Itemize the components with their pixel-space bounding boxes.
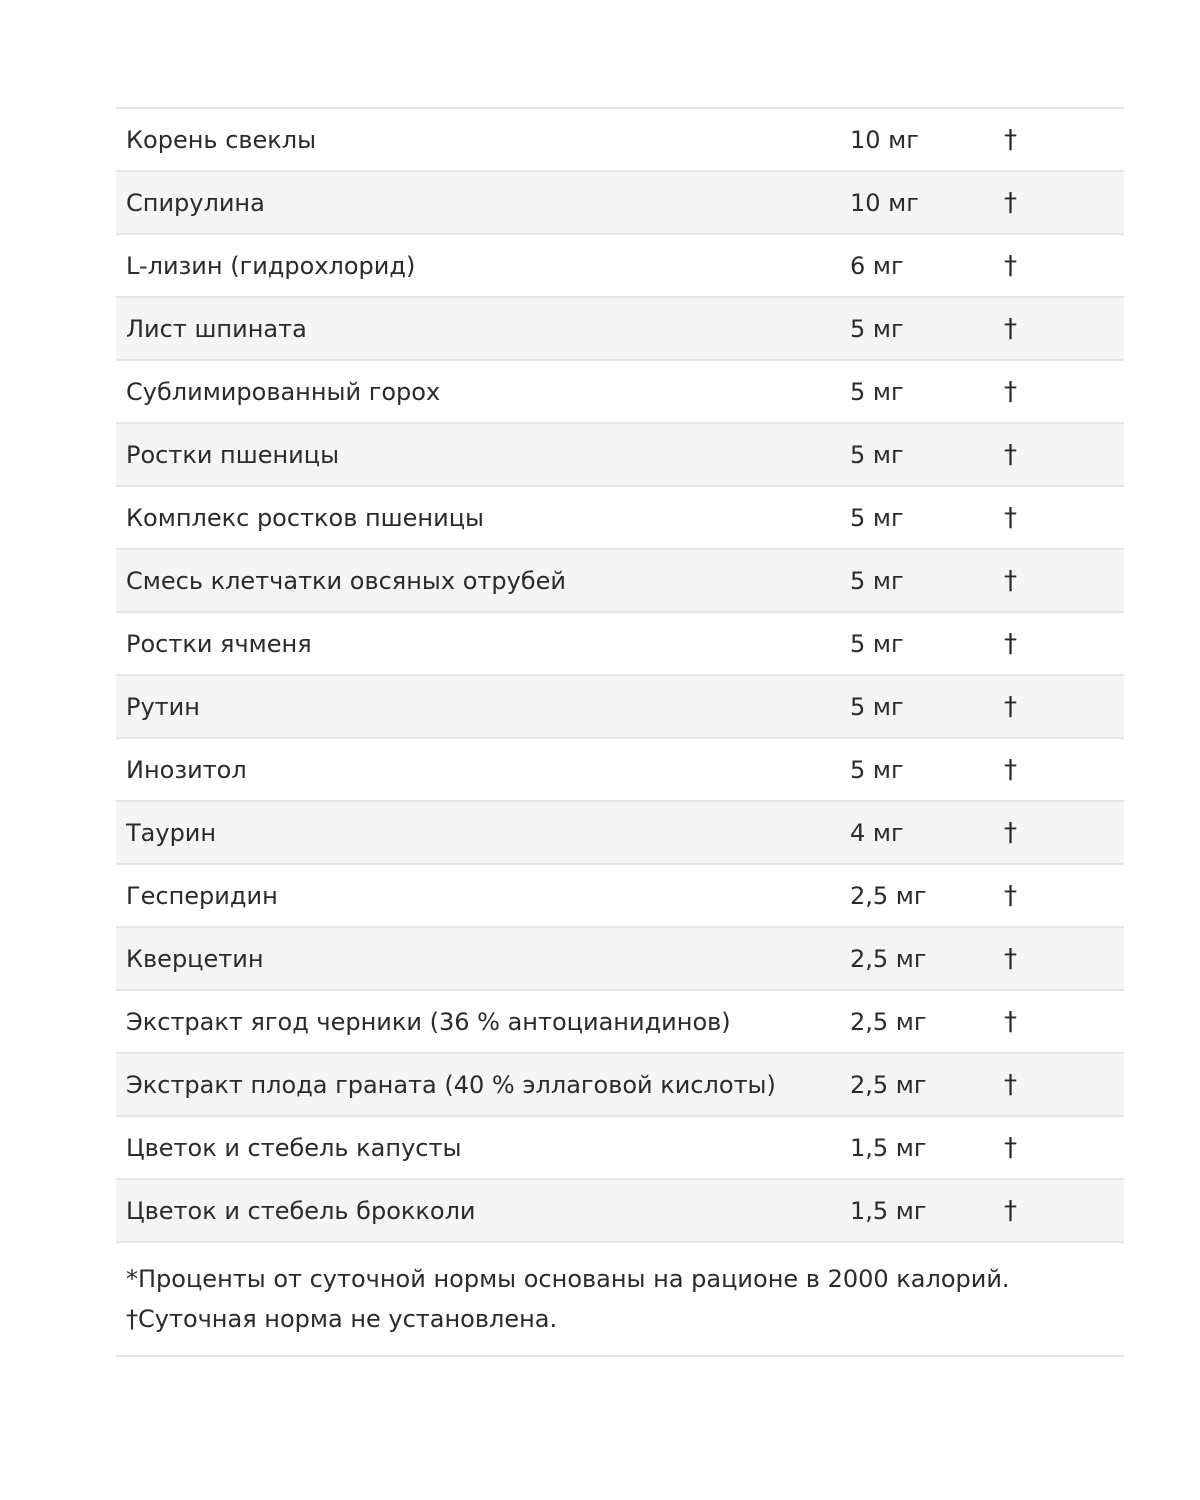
ingredient-amount: 5 мг xyxy=(850,693,904,721)
ingredient-name: Экстракт плода граната (40 % эллаговой кислоты) xyxy=(126,1071,776,1099)
daily-value-dagger: † xyxy=(1004,377,1017,407)
daily-value-dagger: † xyxy=(1004,1007,1017,1037)
ingredient-name: Таурин xyxy=(126,819,217,847)
ingredient-row xyxy=(116,739,1124,802)
daily-value-dagger: † xyxy=(1004,1070,1017,1100)
ingredient-row xyxy=(116,424,1124,487)
ingredient-row xyxy=(116,361,1124,424)
ingredient-name: Экстракт ягод черники (36 % антоцианидинов) xyxy=(126,1008,731,1036)
ingredient-row xyxy=(116,235,1124,298)
daily-value-dagger: † xyxy=(1004,566,1017,596)
ingredient-row xyxy=(116,550,1124,613)
daily-value-dagger: † xyxy=(1004,440,1017,470)
ingredient-name: Цветок и стебель брокколи xyxy=(126,1197,476,1225)
ingredient-amount: 2,5 мг xyxy=(850,1071,927,1099)
ingredient-row xyxy=(116,802,1124,865)
ingredient-amount: 5 мг xyxy=(850,630,904,658)
ingredient-amount: 6 мг xyxy=(850,252,904,280)
ingredient-amount: 10 мг xyxy=(850,189,919,217)
supplement-facts-table xyxy=(116,107,1124,1357)
ingredient-amount: 5 мг xyxy=(850,567,904,595)
ingredient-row xyxy=(116,991,1124,1054)
daily-value-dagger: † xyxy=(1004,1133,1017,1163)
ingredient-row xyxy=(116,298,1124,361)
ingredient-row xyxy=(116,487,1124,550)
ingredient-name: Гесперидин xyxy=(126,882,278,910)
daily-value-dagger: † xyxy=(1004,1196,1017,1226)
ingredient-rows xyxy=(116,109,1124,1243)
daily-value-dagger: † xyxy=(1004,944,1017,974)
ingredient-amount: 5 мг xyxy=(850,504,904,532)
ingredient-row xyxy=(116,613,1124,676)
daily-value-not-established-note: †Суточная норма не установлена. xyxy=(126,1305,558,1333)
daily-value-dagger: † xyxy=(1004,125,1017,155)
ingredient-amount: 2,5 мг xyxy=(850,882,927,910)
ingredient-name: L-лизин (гидрохлорид) xyxy=(126,252,416,280)
ingredient-name: Лист шпината xyxy=(126,315,307,343)
daily-value-dagger: † xyxy=(1004,692,1017,722)
ingredient-name: Комплекс ростков пшеницы xyxy=(126,504,484,532)
daily-value-dagger: † xyxy=(1004,755,1017,785)
daily-value-dagger: † xyxy=(1004,629,1017,659)
ingredient-name: Спирулина xyxy=(126,189,265,217)
ingredient-row xyxy=(116,928,1124,991)
ingredient-amount: 2,5 мг xyxy=(850,1008,927,1036)
ingredient-row xyxy=(116,1054,1124,1117)
ingredient-name: Корень свеклы xyxy=(126,126,317,154)
daily-value-dagger: † xyxy=(1004,314,1017,344)
ingredient-amount: 4 мг xyxy=(850,819,904,847)
ingredient-name: Инозитол xyxy=(126,756,247,784)
ingredient-name: Цветок и стебель капусты xyxy=(126,1134,462,1162)
footnotes xyxy=(116,1243,1124,1357)
daily-value-dagger: † xyxy=(1004,251,1017,281)
ingredient-amount: 5 мг xyxy=(850,315,904,343)
ingredient-name: Смесь клетчатки овсяных отрубей xyxy=(126,567,566,595)
ingredient-row xyxy=(116,676,1124,739)
daily-value-dagger: † xyxy=(1004,881,1017,911)
ingredient-amount: 10 мг xyxy=(850,126,919,154)
ingredient-amount: 2,5 мг xyxy=(850,945,927,973)
percent-daily-value-note: *Проценты от суточной нормы основаны на рационе в 2000 калорий. xyxy=(126,1265,1010,1293)
ingredient-amount: 1,5 мг xyxy=(850,1197,927,1225)
ingredient-row xyxy=(116,109,1124,172)
daily-value-dagger: † xyxy=(1004,818,1017,848)
ingredient-row xyxy=(116,865,1124,928)
ingredient-row xyxy=(116,1117,1124,1180)
ingredient-name: Ростки ячменя xyxy=(126,630,312,658)
ingredient-amount: 1,5 мг xyxy=(850,1134,927,1162)
ingredient-amount: 5 мг xyxy=(850,756,904,784)
ingredient-name: Рутин xyxy=(126,693,200,721)
ingredient-row xyxy=(116,1180,1124,1243)
ingredient-name: Сублимированный горох xyxy=(126,378,441,406)
ingredient-name: Кверцетин xyxy=(126,945,264,973)
ingredient-name: Ростки пшеницы xyxy=(126,441,340,469)
ingredient-amount: 5 мг xyxy=(850,378,904,406)
ingredient-amount: 5 мг xyxy=(850,441,904,469)
daily-value-dagger: † xyxy=(1004,188,1017,218)
ingredient-row xyxy=(116,172,1124,235)
daily-value-dagger: † xyxy=(1004,503,1017,533)
